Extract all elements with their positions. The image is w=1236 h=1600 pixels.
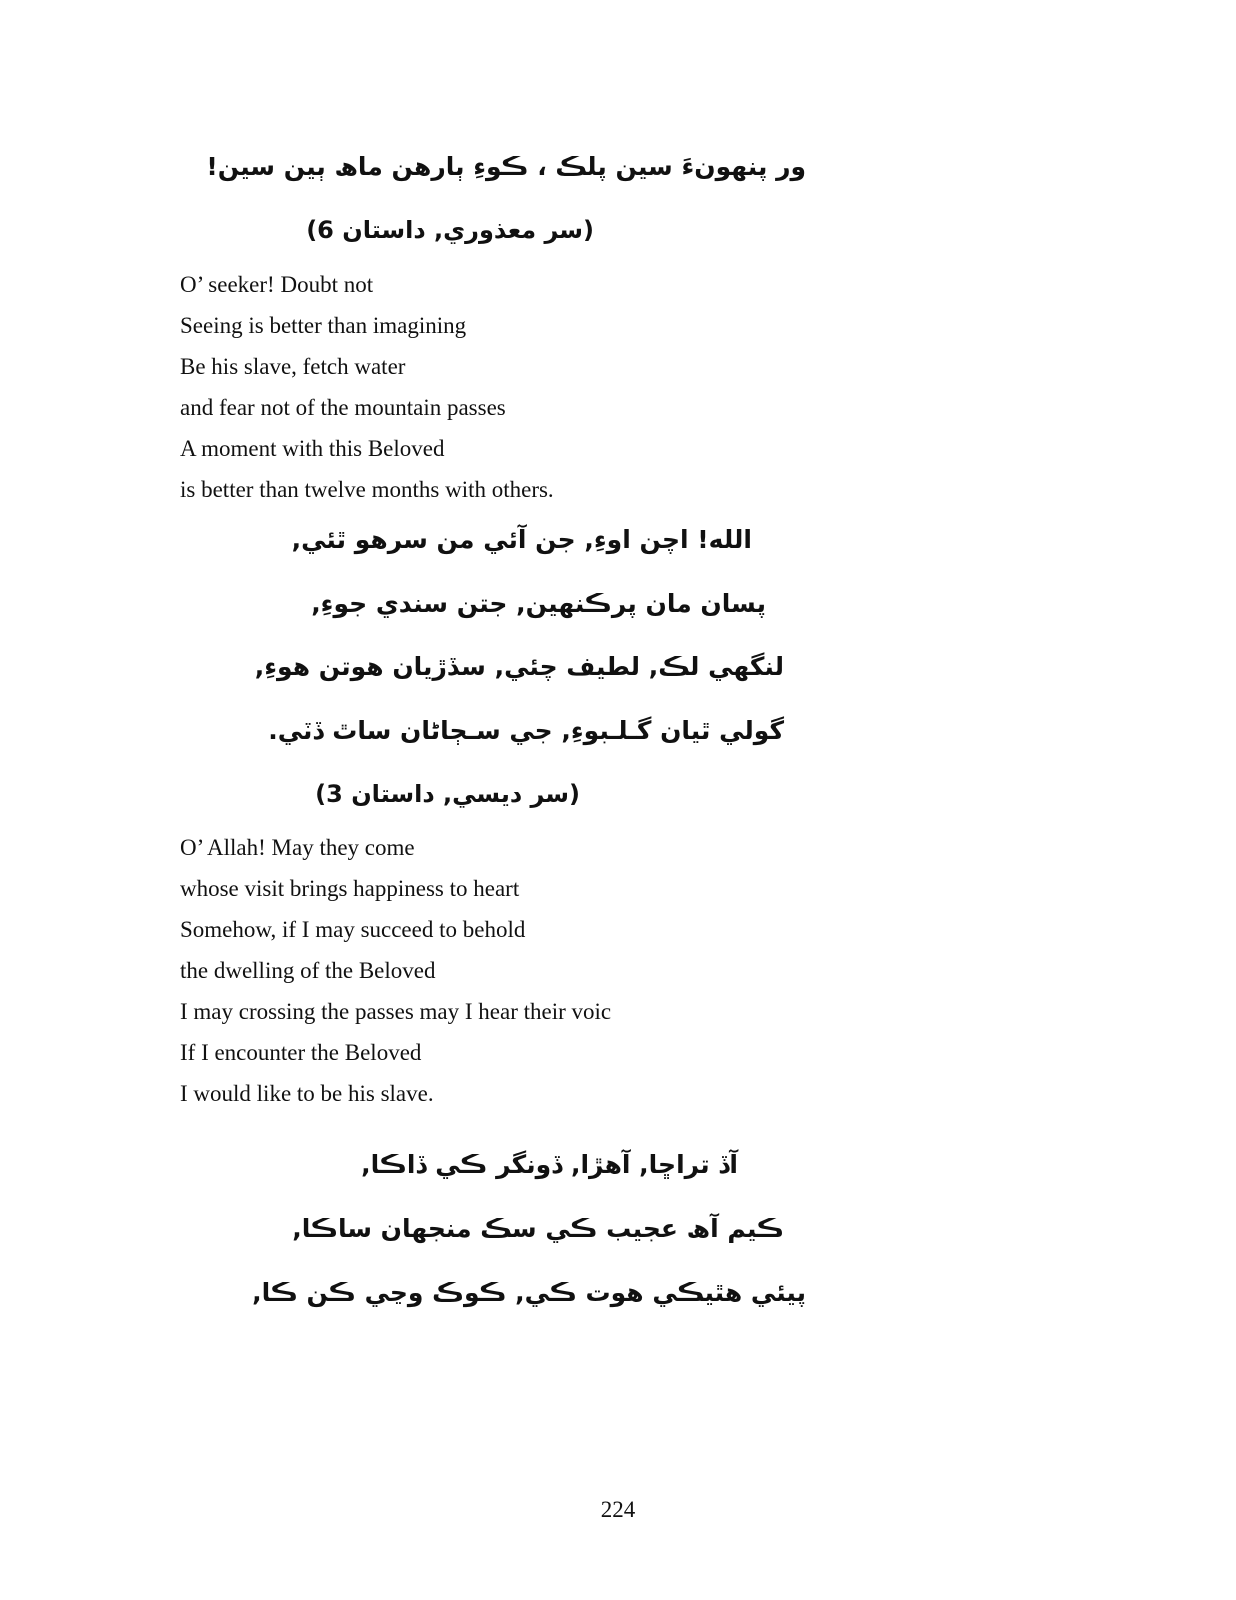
english-verse-line: Somehow, if I may succeed to behold xyxy=(180,917,526,942)
verse-reference: (سر ديسي, داستان 3) xyxy=(315,780,580,808)
sindhi-verse-line: لنگھي لڪ, لطيف چئي, سڏڙيان ھوتن ھوءِ, xyxy=(254,652,784,681)
english-verse-line: If I encounter the Beloved xyxy=(180,1040,422,1065)
english-verse-line: Seeing is better than imagining xyxy=(180,313,467,338)
english-verse-line: O’ seeker! Doubt not xyxy=(180,272,374,297)
sindhi-verse-line: گولي ٿيان گـلـبوءِ, جي سـڄاڻان ساٿ ڏٽي. xyxy=(268,716,784,745)
english-verse-line: and fear not of the mountain passes xyxy=(180,395,506,420)
english-verse-line: whose visit brings happiness to heart xyxy=(180,876,520,901)
english-verse-line: is better than twelve months with others. xyxy=(180,477,554,502)
verse-reference: (سر معذوري, داستان 6) xyxy=(306,216,594,244)
sindhi-verse-line: الله! اچن اوءِ, جن آئي من سرھو ٿئي, xyxy=(291,525,752,554)
english-verse-line: I may crossing the passes may I hear their voic xyxy=(180,999,612,1024)
sindhi-verse-line: ڪيم آھ عجيب ڪي سڪ منجھان ساڪا, xyxy=(292,1214,784,1243)
page-number: 224 xyxy=(600,1497,636,1522)
english-verse-line: I would like to be his slave. xyxy=(180,1081,434,1106)
english-verse-line: the dwelling of the Beloved xyxy=(180,958,436,983)
sindhi-verse-line: آڏ تراڇا, آھڙا, ڏونگر ڪي ڏاڪا, xyxy=(361,1150,738,1179)
english-verse-line: Be his slave, fetch water xyxy=(180,354,406,379)
sindhi-verse-line: ور پنھونءَ سين پلڪ ، ڪوءِ ٻارھن ماھ ٻين سين! xyxy=(206,152,806,181)
english-verse-line: A moment with this Beloved xyxy=(180,436,445,461)
sindhi-verse-line: پيئي ھٿيڪي ھوت ڪي, ڪوڪ وڃي ڪن ڪا, xyxy=(252,1278,806,1307)
sindhi-verse-line: پسان مان پرڪنھين, جتن سندي جوءِ, xyxy=(311,589,766,618)
english-verse-line: O’ Allah! May they come xyxy=(180,835,415,860)
